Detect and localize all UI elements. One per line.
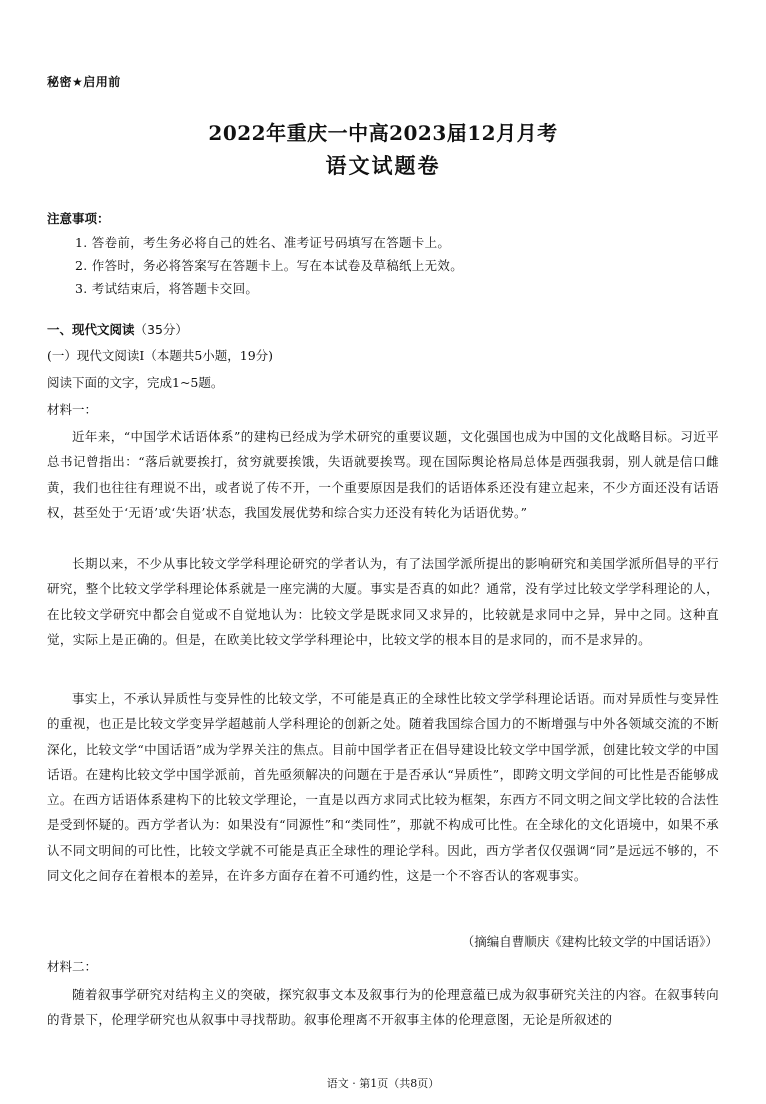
exam-subtitle: 语文试题卷: [325, 153, 441, 178]
section-score: （35分）: [134, 322, 188, 337]
material-paragraph: 随着叙事学研究对结构主义的突破，探究叙事文本及叙事行为的伦理意蕴已成为叙事研究关注的内容。在叙事转向的背景下，伦理学研究也从叙事中寻找帮助。叙事伦理离不开叙事主体的伦理意图，无论是所叙述的: [47, 987, 719, 1028]
section-title: 一、现代文阅读: [47, 322, 135, 337]
material-one-label: 材料一：: [47, 402, 98, 417]
section-heading: [47, 320, 188, 338]
subsection-heading: (一）现代文阅读Ⅰ（本题共5小题，19分): [47, 348, 274, 363]
exam-title: 2022年重庆一中高2023届12月月考: [208, 121, 558, 145]
material-two-label: 材料二：: [47, 959, 98, 974]
notice-item: 2. 作答时，务必将答案写在答题卡上。写在本试卷及草稿纸上无效。: [75, 258, 464, 273]
notice-item: 1. 答卷前，考生务必将自己的姓名、准考证号码填写在答题卡上。: [75, 235, 451, 250]
notice-item: 3. 考试结束后，将答题卡交回。: [75, 281, 259, 296]
notice-heading: 注意事项：: [47, 211, 110, 226]
material-paragraph: 事实上，不承认异质性与变异性的比较文学，不可能是真正的全球性比较文学学科理论话语。而对异质性与变异性的重视，也正是比较文学变异学超越前人学科理论的创新之处。随着我国综合国力的不断增强与中外各领域交流的不断深化，比较文学“中国话语”成为学界关注的焦点。目前中国学者正在倡导建设比较文学中国学派，创建比较文学的中国话语。在建构比较文学中国学派前，首先亟须解决的问题在于是否承认“异质性”，即跨文明文学间的可比性是否能够成立。在西方话语体系建构下的比较文学理论，一直是以西方求同式比较为框架，东西方不同文明之间文学比较的合法性是受到怀疑的。西方学者认为：如果没有“同源性”和“类同性”，那就不构成可比性。在全球化的文化语境中，如果不承认不同文明间的可比性，比较文学就不可能是真正全球性的理论学科。因此，西方学者仅仅强调“同”是远远不够的，不同文化之间存在着根本的差异，在许多方面存在着不可通约性，这是一个不容否认的客观事实。: [47, 691, 719, 884]
reading-instruction: 阅读下面的文字，完成1~5题。: [47, 375, 224, 390]
material-paragraph: 长期以来，不少从事比较文学学科理论研究的学者认为，有了法国学派所提出的影响研究和美国学派所倡导的平行研究，整个比较文学学科理论体系就是一座完满的大厦。事实是否真的如此？通常，没有学过比较文学学科理论的人，在比较文学研究中都会自觉或不自觉地认为：比较文学是既求同又求异的，比较就是求同中之异，异中之同。这种直觉，实际上是正确的。但是，在欧美比较文学学科理论中，比较文学的根本目的是求同的，而不是求异的。: [47, 556, 719, 647]
page-footer: 语文 · 第1页（共8页）: [326, 1077, 440, 1090]
source-citation: （摘编自曹顺庆《建构比较文学的中国话语》）: [461, 934, 718, 949]
confidential-label: 秘密★启用前: [47, 75, 121, 89]
material-paragraph: 近年来，“中国学术话语体系”的建构已经成为学术研究的重要议题，文化强国也成为中国的文化战略目标。习近平总书记曾指出：“落后就要挨打，贫穷就要挨饿，失语就要挨骂。现在国际舆论格局总体是西强我弱，别人就是信口雌黄，我们也往往有理说不出，或者说了传不开，一个重要原因是我们的话语体系还没有建立起来，不少方面还没有话语权，甚至处于‘无语’或‘失语’状态，我国发展优势和综合实力还没有转化为话语优势。”: [47, 429, 719, 520]
